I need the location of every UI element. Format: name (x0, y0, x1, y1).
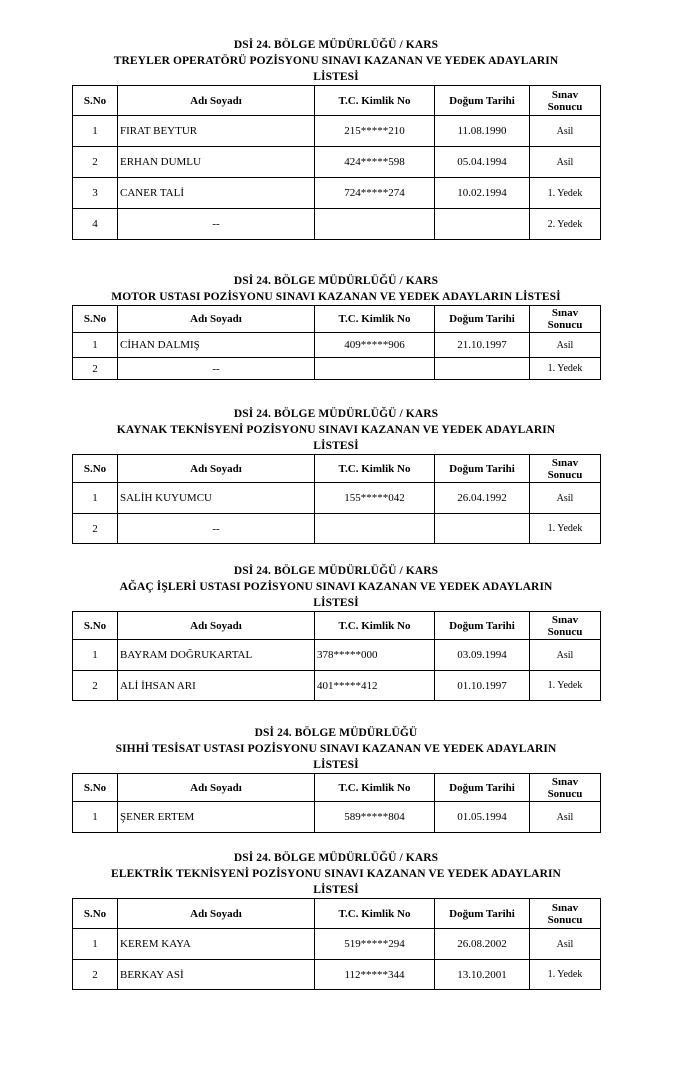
col-header-sno: S.No (73, 455, 118, 483)
cell-birth: 03.09.1994 (435, 640, 530, 671)
cell-tc: 724*****274 (315, 178, 435, 209)
col-header-birth: Doğum Tarihi (435, 774, 530, 802)
cell-birth: 26.04.1992 (435, 483, 530, 514)
candidate-table (72, 773, 601, 833)
candidate-table (72, 85, 601, 240)
cell-birth: 26.08.2002 (435, 929, 530, 960)
col-header-result: Sınav Sonucu (530, 899, 601, 929)
list-title: ELEKTRİK TEKNİSYENİ POZİSYONU SINAVI KAZANAN VE YEDEK ADAYLARIN (111, 868, 561, 880)
cell-result: 1. Yedek (530, 514, 601, 544)
cell-name: BAYRAM DOĞRUKARTAL (118, 640, 315, 671)
col-header-name: Adı Soyadı (118, 455, 315, 483)
table-header-row (73, 86, 601, 116)
cell-tc: 215*****210 (315, 116, 435, 147)
org-title: DSİ 24. BÖLGE MÜDÜRLÜĞÜ / KARS (233, 275, 439, 287)
section-motor-ustasi (72, 273, 600, 380)
cell-tc: 589*****804 (315, 802, 435, 833)
section-agac-isleri-ustasi (72, 563, 600, 701)
col-header-sno: S.No (73, 899, 118, 929)
candidate-table (72, 454, 601, 544)
cell-name: ERHAN DUMLU (118, 147, 315, 178)
cell-result: 2. Yedek (530, 209, 601, 240)
table-header-row (73, 455, 601, 483)
col-header-result: Sınav Sonucu (530, 86, 601, 116)
col-header-result: Sınav Sonucu (530, 774, 601, 802)
col-header-name: Adı Soyadı (118, 86, 315, 116)
cell-result: 1. Yedek (530, 178, 601, 209)
list-title-continued: LİSTESİ (313, 71, 359, 83)
section-elektrik-teknisyeni (72, 850, 600, 990)
org-title: DSİ 24. BÖLGE MÜDÜRLÜĞÜ (254, 727, 418, 739)
table-row (73, 358, 601, 380)
cell-result: Asil (530, 147, 601, 178)
cell-name: CANER TALİ (118, 178, 315, 209)
col-header-sno: S.No (73, 306, 118, 333)
section-kaynak-teknisyeni (72, 406, 600, 544)
org-title: DSİ 24. BÖLGE MÜDÜRLÜĞÜ / KARS (233, 39, 439, 51)
cell-name: -- (118, 514, 315, 544)
section-heading (72, 725, 600, 773)
cell-result: Asil (530, 333, 601, 358)
col-header-name: Adı Soyadı (118, 612, 315, 640)
col-header-name: Adı Soyadı (118, 774, 315, 802)
cell-result: 1. Yedek (530, 960, 601, 990)
cell-birth: 10.02.1994 (435, 178, 530, 209)
col-header-tc: T.C. Kimlik No (315, 899, 435, 929)
cell-sno: 1 (73, 333, 118, 358)
col-header-birth: Doğum Tarihi (435, 455, 530, 483)
table-row (73, 333, 601, 358)
cell-result: Asil (530, 802, 601, 833)
candidate-table (72, 898, 601, 990)
list-title: AĞAÇ İŞLERİ USTASI POZİSYONU SINAVI KAZANAN VE YEDEK ADAYLARIN (119, 581, 553, 593)
cell-tc: 378*****000 (315, 640, 435, 671)
cell-result: 1. Yedek (530, 671, 601, 701)
cell-sno: 1 (73, 802, 118, 833)
section-heading (72, 273, 600, 305)
section-heading (72, 850, 600, 898)
col-header-result: Sınav Sonucu (530, 306, 601, 333)
cell-sno: 4 (73, 209, 118, 240)
list-title: KAYNAK TEKNİSYENİ POZİSYONU SINAVI KAZANAN VE YEDEK ADAYLARIN (116, 424, 556, 436)
col-header-name: Adı Soyadı (118, 306, 315, 333)
list-title: MOTOR USTASI POZİSYONU SINAVI KAZANAN VE YEDEK ADAYLARIN LİSTESİ (111, 291, 561, 303)
table-row (73, 116, 601, 147)
table-row (73, 209, 601, 240)
cell-sno: 2 (73, 514, 118, 544)
section-heading (72, 563, 600, 611)
list-title-continued: LİSTESİ (313, 440, 359, 452)
cell-result: Asil (530, 640, 601, 671)
col-header-birth: Doğum Tarihi (435, 86, 530, 116)
cell-result: Asil (530, 483, 601, 514)
table-row (73, 147, 601, 178)
col-header-result: Sınav Sonucu (530, 612, 601, 640)
cell-name: BERKAY ASİ (118, 960, 315, 990)
cell-tc: 401*****412 (315, 671, 435, 701)
org-title: DSİ 24. BÖLGE MÜDÜRLÜĞÜ / KARS (233, 852, 439, 864)
col-header-tc: T.C. Kimlik No (315, 774, 435, 802)
cell-sno: 1 (73, 640, 118, 671)
col-header-tc: T.C. Kimlik No (315, 612, 435, 640)
cell-sno: 2 (73, 960, 118, 990)
col-header-birth: Doğum Tarihi (435, 612, 530, 640)
table-row (73, 178, 601, 209)
cell-birth: 21.10.1997 (435, 333, 530, 358)
table-header-row (73, 899, 601, 929)
cell-result: Asil (530, 929, 601, 960)
cell-birth: 05.04.1994 (435, 147, 530, 178)
col-header-result: Sınav Sonucu (530, 455, 601, 483)
cell-birth (435, 358, 530, 380)
section-heading (72, 37, 600, 85)
org-title: DSİ 24. BÖLGE MÜDÜRLÜĞÜ / KARS (233, 565, 439, 577)
cell-birth: 13.10.2001 (435, 960, 530, 990)
cell-name: -- (118, 209, 315, 240)
col-header-birth: Doğum Tarihi (435, 899, 530, 929)
cell-sno: 3 (73, 178, 118, 209)
cell-tc: 155*****042 (315, 483, 435, 514)
table-header-row (73, 612, 601, 640)
cell-birth (435, 209, 530, 240)
list-title-continued: LİSTESİ (313, 884, 359, 896)
list-title-continued: LİSTESİ (313, 597, 359, 609)
cell-name: FIRAT BEYTUR (118, 116, 315, 147)
cell-sno: 2 (73, 147, 118, 178)
table-row (73, 514, 601, 544)
col-header-birth: Doğum Tarihi (435, 306, 530, 333)
cell-name: ŞENER ERTEM (118, 802, 315, 833)
table-row (73, 640, 601, 671)
cell-tc: 409*****906 (315, 333, 435, 358)
cell-result: 1. Yedek (530, 358, 601, 380)
table-row (73, 929, 601, 960)
cell-sno: 2 (73, 671, 118, 701)
cell-birth: 01.10.1997 (435, 671, 530, 701)
col-header-sno: S.No (73, 612, 118, 640)
cell-result: Asil (530, 116, 601, 147)
cell-tc (315, 514, 435, 544)
cell-sno: 1 (73, 483, 118, 514)
col-header-tc: T.C. Kimlik No (315, 306, 435, 333)
cell-tc: 519*****294 (315, 929, 435, 960)
section-heading (72, 406, 600, 454)
list-title-continued: LİSTESİ (313, 759, 359, 771)
candidate-table (72, 305, 601, 380)
cell-tc (315, 358, 435, 380)
cell-tc: 424*****598 (315, 147, 435, 178)
table-row (73, 483, 601, 514)
table-row (73, 802, 601, 833)
table-header-row (73, 306, 601, 333)
cell-name: KEREM KAYA (118, 929, 315, 960)
section-sihhi-tesisat-ustasi (72, 725, 600, 833)
cell-name: CİHAN DALMIŞ (118, 333, 315, 358)
cell-name: SALİH KUYUMCU (118, 483, 315, 514)
cell-tc: 112*****344 (315, 960, 435, 990)
cell-name: ALİ İHSAN ARI (118, 671, 315, 701)
cell-sno: 1 (73, 116, 118, 147)
list-title: TREYLER OPERATÖRÜ POZİSYONU SINAVI KAZANAN VE YEDEK ADAYLARIN (113, 55, 559, 67)
table-row (73, 960, 601, 990)
cell-birth: 01.05.1994 (435, 802, 530, 833)
cell-sno: 1 (73, 929, 118, 960)
cell-birth: 11.08.1990 (435, 116, 530, 147)
list-title: SIHHİ TESİSAT USTASI POZİSYONU SINAVI KAZANAN VE YEDEK ADAYLARIN (115, 743, 557, 755)
col-header-name: Adı Soyadı (118, 899, 315, 929)
candidate-table (72, 611, 601, 701)
col-header-sno: S.No (73, 774, 118, 802)
table-header-row (73, 774, 601, 802)
cell-tc (315, 209, 435, 240)
cell-name: -- (118, 358, 315, 380)
table-row (73, 671, 601, 701)
org-title: DSİ 24. BÖLGE MÜDÜRLÜĞÜ / KARS (233, 408, 439, 420)
col-header-tc: T.C. Kimlik No (315, 455, 435, 483)
cell-birth (435, 514, 530, 544)
col-header-tc: T.C. Kimlik No (315, 86, 435, 116)
section-treyler-operatoru (72, 37, 600, 240)
col-header-sno: S.No (73, 86, 118, 116)
cell-sno: 2 (73, 358, 118, 380)
